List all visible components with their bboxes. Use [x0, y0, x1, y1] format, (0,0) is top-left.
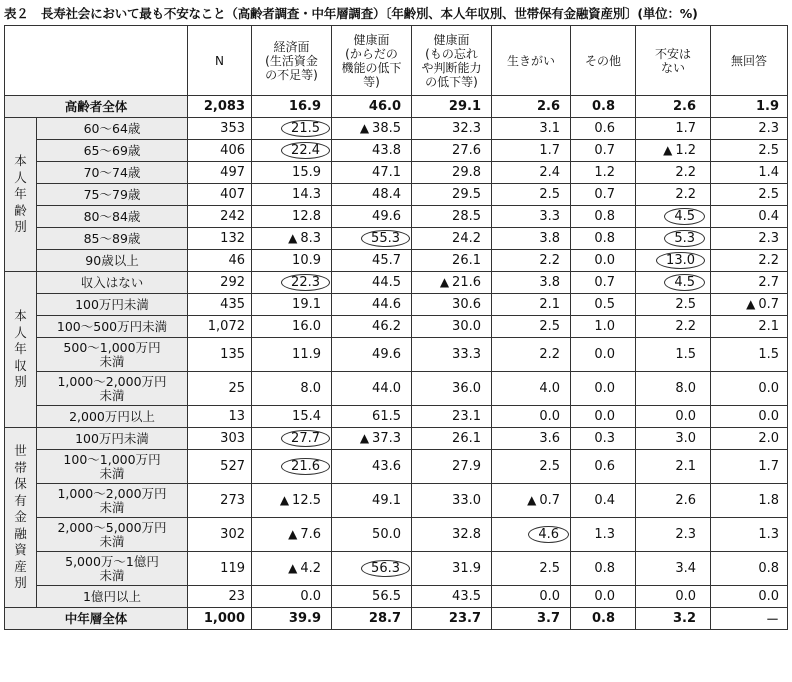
row-label: 85～89歳 [37, 228, 188, 250]
row-label: 70～74歳 [37, 162, 188, 184]
cell-value: 33.0 [412, 484, 492, 518]
cell-value: 0.0 [492, 586, 571, 608]
cell-n: 406 [188, 140, 252, 162]
cell-n: 132 [188, 228, 252, 250]
cell-value: 0.3 [571, 428, 636, 450]
cell-value: 49.1 [332, 484, 412, 518]
row-label: 65～69歳 [37, 140, 188, 162]
row-label: 1億円以上 [37, 586, 188, 608]
cell-value: 1.5 [636, 338, 711, 372]
circle-mark: 4.5 [664, 274, 705, 291]
cell-value: 29.1 [412, 96, 492, 118]
row-label: 2,000万円以上 [37, 406, 188, 428]
cell-value: 23.7 [412, 608, 492, 630]
cell-value: 2.4 [492, 162, 571, 184]
table-caption: 表２ 長寿社会において最も不安なこと（高齢者調査・中年層調査）〔年齢別、本人年収別、世帯保有金融資産別〕(単位：%) [4, 6, 698, 21]
cell-value: 43.8 [332, 140, 412, 162]
cell-value [711, 294, 788, 316]
cell-value: 3.2 [636, 608, 711, 630]
cell-value: 0.5 [571, 294, 636, 316]
cell-n: 353 [188, 118, 252, 140]
cell-value: 2.2 [636, 162, 711, 184]
cell-value: 1.3 [711, 518, 788, 552]
cell-value [252, 118, 332, 140]
cell-value: 1.9 [711, 96, 788, 118]
triangle-mark: ▲ 12.5 [280, 493, 321, 508]
cell-value: 16.0 [252, 316, 332, 338]
cell-value [332, 428, 412, 450]
cell-n: 292 [188, 272, 252, 294]
cell-value [332, 228, 412, 250]
cell-value: 1.3 [571, 518, 636, 552]
cell-n: 527 [188, 450, 252, 484]
col-header: 経済面 (生活資金 の不足等) [252, 26, 332, 96]
circle-mark: 13.0 [656, 252, 705, 269]
cell-value: 2.1 [636, 450, 711, 484]
cell-value: 23.1 [412, 406, 492, 428]
cell-value: 28.5 [412, 206, 492, 228]
circle-mark: 22.4 [281, 142, 330, 159]
cell-value: 0.7 [571, 272, 636, 294]
cell-value [636, 206, 711, 228]
cell-n: 302 [188, 518, 252, 552]
cell-value [252, 450, 332, 484]
cell-value: 3.6 [492, 428, 571, 450]
cell-value: 2.2 [636, 316, 711, 338]
cell-value: 0.0 [252, 586, 332, 608]
cell-n: 407 [188, 184, 252, 206]
table-row [5, 586, 788, 608]
cell-value: 8.0 [252, 372, 332, 406]
row-label: 80～84歳 [37, 206, 188, 228]
cell-value: 61.5 [332, 406, 412, 428]
cell-value [636, 228, 711, 250]
table-row [5, 338, 788, 372]
cell-value: 0.6 [571, 450, 636, 484]
triangle-mark: ▲ 21.6 [440, 275, 481, 290]
table-row [5, 250, 788, 272]
circle-mark: 56.3 [361, 560, 410, 577]
cell-n: 1,072 [188, 316, 252, 338]
table-row [5, 294, 788, 316]
cell-value: 31.9 [412, 552, 492, 586]
table-row [5, 406, 788, 428]
cell-value: 3.0 [636, 428, 711, 450]
cell-value: 0.0 [636, 406, 711, 428]
triangle-mark: ▲ 4.2 [288, 561, 321, 576]
header-row [5, 26, 788, 96]
anxiety-table [4, 25, 788, 630]
cell-value: 0.4 [571, 484, 636, 518]
table-row [5, 484, 788, 518]
table-row [5, 228, 788, 250]
cell-value: 0.0 [711, 586, 788, 608]
triangle-mark: ▲ 1.2 [663, 143, 696, 158]
cell-n: 273 [188, 484, 252, 518]
cell-value: 14.3 [252, 184, 332, 206]
cell-n: 435 [188, 294, 252, 316]
cell-n: 2,083 [188, 96, 252, 118]
cell-value: 44.6 [332, 294, 412, 316]
cell-value: 2.0 [711, 428, 788, 450]
cell-value: 2.5 [711, 184, 788, 206]
cell-value [636, 140, 711, 162]
cell-value: 32.8 [412, 518, 492, 552]
cell-value: 30.0 [412, 316, 492, 338]
cell-value: 2.3 [711, 228, 788, 250]
cell-value: 0.8 [571, 228, 636, 250]
table-row [5, 428, 788, 450]
cell-value: 4.0 [492, 372, 571, 406]
triangle-mark: ▲ 37.3 [360, 431, 401, 446]
cell-value: 50.0 [332, 518, 412, 552]
row-label: 100～500万円未満 [37, 316, 188, 338]
table-row [5, 372, 788, 406]
table-row [5, 608, 788, 630]
cell-value: 0.0 [636, 586, 711, 608]
cell-n: 1,000 [188, 608, 252, 630]
cell-value: 1.7 [636, 118, 711, 140]
cell-n: 23 [188, 586, 252, 608]
row-label: 90歳以上 [37, 250, 188, 272]
cell-value: － [711, 608, 788, 630]
cell-value: 2.6 [636, 96, 711, 118]
col-header: 健康面 (もの忘れ や判断能力 の低下等) [412, 26, 492, 96]
cell-value: 27.9 [412, 450, 492, 484]
cell-value [252, 484, 332, 518]
cell-value: 0.0 [571, 338, 636, 372]
row-label: 1,000～2,000万円 未満 [37, 484, 188, 518]
cell-value: 1.5 [711, 338, 788, 372]
circle-mark: 21.5 [281, 120, 330, 137]
cell-value: 0.0 [571, 372, 636, 406]
cell-value: 36.0 [412, 372, 492, 406]
cell-value: 2.6 [636, 484, 711, 518]
cell-value: 2.5 [636, 294, 711, 316]
cell-value [332, 552, 412, 586]
cell-value: 2.5 [492, 552, 571, 586]
cell-value: 0.0 [571, 250, 636, 272]
circle-mark: 27.7 [281, 430, 330, 447]
cell-value: 3.4 [636, 552, 711, 586]
cell-value: 48.4 [332, 184, 412, 206]
cell-value [252, 428, 332, 450]
group-label: 本 人 年 齢 別 [5, 118, 37, 272]
table-row [5, 140, 788, 162]
table-row [5, 118, 788, 140]
cell-n: 25 [188, 372, 252, 406]
circle-mark: 4.6 [528, 526, 569, 543]
cell-value: 29.8 [412, 162, 492, 184]
cell-value: 1.2 [571, 162, 636, 184]
cell-value: 39.9 [252, 608, 332, 630]
cell-value: 0.7 [571, 184, 636, 206]
header-blank [5, 26, 188, 96]
circle-mark: 4.5 [664, 208, 705, 225]
row-label: 60～64歳 [37, 118, 188, 140]
col-header: N [188, 26, 252, 96]
cell-value: 15.9 [252, 162, 332, 184]
cell-value: 3.8 [492, 228, 571, 250]
cell-value: 2.3 [711, 118, 788, 140]
row-label: 100万円未満 [37, 294, 188, 316]
cell-value: 43.5 [412, 586, 492, 608]
cell-value: 2.7 [711, 272, 788, 294]
cell-value: 2.2 [492, 338, 571, 372]
cell-value [332, 118, 412, 140]
cell-value: 49.6 [332, 338, 412, 372]
cell-value: 2.2 [711, 250, 788, 272]
cell-value: 24.2 [412, 228, 492, 250]
cell-value: 0.0 [711, 372, 788, 406]
row-label: 100～1,000万円 未満 [37, 450, 188, 484]
col-header: 不安は ない [636, 26, 711, 96]
cell-value: 1.7 [711, 450, 788, 484]
cell-n: 119 [188, 552, 252, 586]
cell-value: 3.7 [492, 608, 571, 630]
cell-value: 11.9 [252, 338, 332, 372]
cell-value: 26.1 [412, 428, 492, 450]
cell-value: 2.6 [492, 96, 571, 118]
cell-value [252, 272, 332, 294]
col-header: その他 [571, 26, 636, 96]
cell-value: 2.5 [492, 450, 571, 484]
cell-n: 303 [188, 428, 252, 450]
cell-value: 1.0 [571, 316, 636, 338]
table-row [5, 184, 788, 206]
row-label: 100万円未満 [37, 428, 188, 450]
table-body [5, 96, 788, 630]
group-label: 本 人 年 収 別 [5, 272, 37, 428]
cell-value: 0.7 [571, 140, 636, 162]
cell-value: 0.8 [711, 552, 788, 586]
table-row [5, 272, 788, 294]
cell-value: 12.8 [252, 206, 332, 228]
cell-value: 1.8 [711, 484, 788, 518]
cell-value [252, 228, 332, 250]
cell-value: 2.1 [492, 294, 571, 316]
cell-value: 33.3 [412, 338, 492, 372]
row-label: 中年層全体 [5, 608, 188, 630]
row-label: 収入はない [37, 272, 188, 294]
group-label: 世 帯 保 有 金 融 資 産 別 [5, 428, 37, 608]
cell-value: 16.9 [252, 96, 332, 118]
cell-value: 3.3 [492, 206, 571, 228]
cell-value [252, 552, 332, 586]
cell-value: 10.9 [252, 250, 332, 272]
cell-value: 0.0 [571, 406, 636, 428]
row-label: 75～79歳 [37, 184, 188, 206]
cell-value: 44.5 [332, 272, 412, 294]
cell-value: 2.2 [492, 250, 571, 272]
cell-value: 43.6 [332, 450, 412, 484]
cell-value: 1.4 [711, 162, 788, 184]
cell-value: 1.7 [492, 140, 571, 162]
cell-value [252, 518, 332, 552]
cell-value [636, 272, 711, 294]
cell-value: 2.3 [636, 518, 711, 552]
cell-value: 46.0 [332, 96, 412, 118]
cell-value: 2.5 [492, 184, 571, 206]
cell-value: 0.0 [492, 406, 571, 428]
cell-value: 0.8 [571, 552, 636, 586]
cell-value [412, 272, 492, 294]
cell-value [636, 250, 711, 272]
circle-mark: 5.3 [664, 230, 705, 247]
cell-value: 2.1 [711, 316, 788, 338]
cell-value: 2.5 [711, 140, 788, 162]
cell-value: 47.1 [332, 162, 412, 184]
cell-value: 0.0 [571, 586, 636, 608]
cell-value: 15.4 [252, 406, 332, 428]
cell-value: 0.8 [571, 608, 636, 630]
cell-value: 30.6 [412, 294, 492, 316]
triangle-mark: ▲ 8.3 [288, 231, 321, 246]
row-label: 2,000～5,000万円 未満 [37, 518, 188, 552]
row-label: 1,000～2,000万円 未満 [37, 372, 188, 406]
cell-value: 26.1 [412, 250, 492, 272]
cell-value: 2.2 [636, 184, 711, 206]
cell-value: 19.1 [252, 294, 332, 316]
cell-value: 0.8 [571, 96, 636, 118]
cell-value: 49.6 [332, 206, 412, 228]
cell-value: 8.0 [636, 372, 711, 406]
table-row [5, 518, 788, 552]
cell-value: 45.7 [332, 250, 412, 272]
col-header: 健康面 (からだの 機能の低下 等) [332, 26, 412, 96]
table-row [5, 96, 788, 118]
cell-value: 0.0 [711, 406, 788, 428]
col-header: 無回答 [711, 26, 788, 96]
triangle-mark: ▲ 0.7 [746, 297, 779, 312]
row-label: 5,000万～1億円 未満 [37, 552, 188, 586]
cell-value [492, 484, 571, 518]
triangle-mark: ▲ 0.7 [527, 493, 560, 508]
cell-value: 2.5 [492, 316, 571, 338]
table-row [5, 206, 788, 228]
table-row [5, 162, 788, 184]
cell-value: 28.7 [332, 608, 412, 630]
cell-value: 0.8 [571, 206, 636, 228]
cell-value: 32.3 [412, 118, 492, 140]
cell-value: 0.4 [711, 206, 788, 228]
triangle-mark: ▲ 7.6 [288, 527, 321, 542]
cell-value: 3.1 [492, 118, 571, 140]
col-header: 生きがい [492, 26, 571, 96]
circle-mark: 55.3 [361, 230, 410, 247]
cell-value: 29.5 [412, 184, 492, 206]
row-label: 500～1,000万円 未満 [37, 338, 188, 372]
table-row [5, 450, 788, 484]
circle-mark: 22.3 [281, 274, 330, 291]
cell-n: 242 [188, 206, 252, 228]
table-row [5, 316, 788, 338]
cell-value [252, 140, 332, 162]
cell-value: 27.6 [412, 140, 492, 162]
cell-value: 0.6 [571, 118, 636, 140]
cell-n: 135 [188, 338, 252, 372]
row-label: 高齢者全体 [5, 96, 188, 118]
triangle-mark: ▲ 38.5 [360, 121, 401, 136]
cell-n: 46 [188, 250, 252, 272]
cell-value: 46.2 [332, 316, 412, 338]
cell-value [492, 518, 571, 552]
cell-value: 3.8 [492, 272, 571, 294]
cell-n: 13 [188, 406, 252, 428]
cell-value: 56.5 [332, 586, 412, 608]
cell-n: 497 [188, 162, 252, 184]
table-row [5, 552, 788, 586]
cell-value: 44.0 [332, 372, 412, 406]
circle-mark: 21.6 [281, 458, 330, 475]
